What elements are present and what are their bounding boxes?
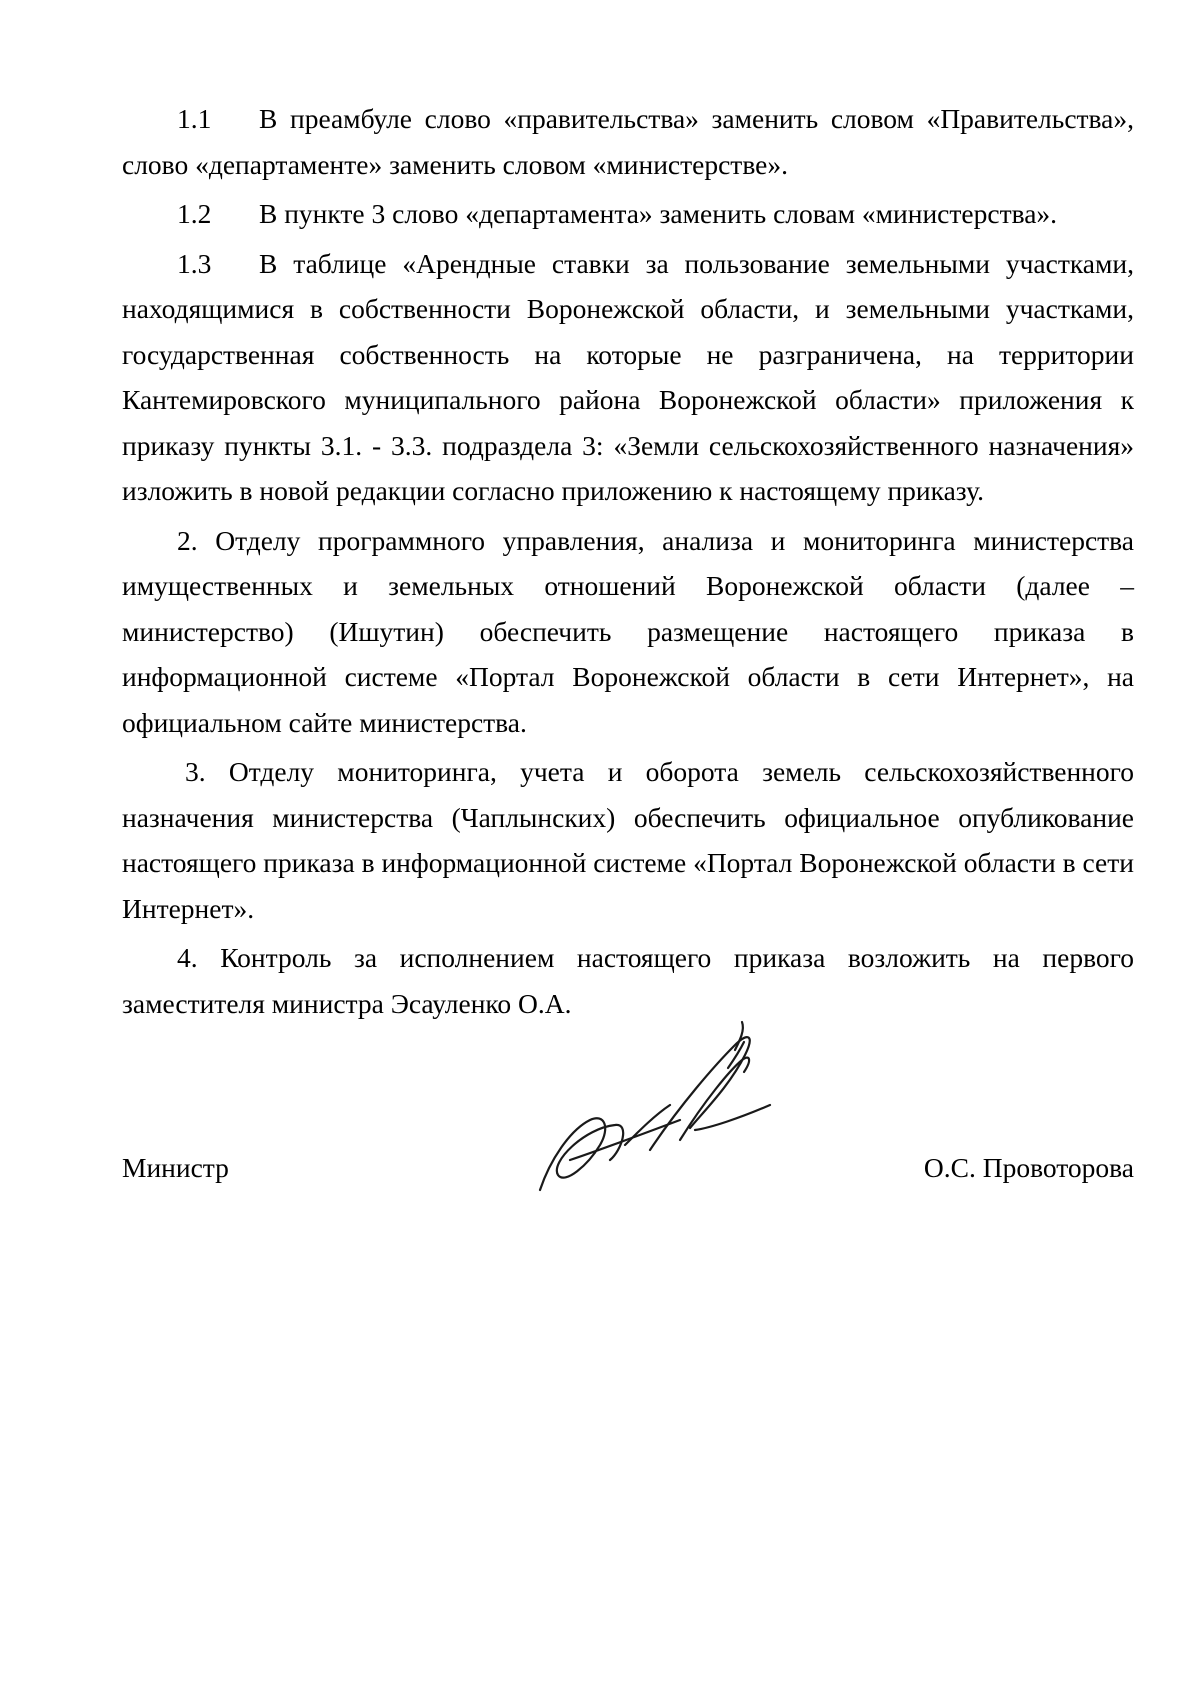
- item-number: 1.3: [177, 247, 212, 279]
- paragraph-3: 3. Отделу мониторинга, учета и оборота земель сельскохозяйственного назначения министерства (Чаплынских) обеспечить официальное опубликование настоящего приказа в информационной системе «Портал Воронежской области в сети Интернет».: [122, 756, 1134, 924]
- signature-block: [122, 1148, 1134, 1188]
- item-1-3: [122, 241, 1134, 514]
- item-text: В преамбуле слово «правительства» заменить словом «Правительства», слово «департаменте» заменить словом «министерстве».: [122, 103, 1134, 180]
- item-number: 1.1: [177, 103, 212, 134]
- item-text: В пункте 3 слово «департамента» заменить словам «министерства».: [259, 198, 1058, 229]
- item-number: 1.2: [177, 198, 212, 229]
- paragraph-2: 2. Отделу программного управления, анализа и мониторинга министерства имущественных и земельных отношений Воронежской области (далее – министерство) (Ишутин) обеспечить размещение настоящего приказа в информационной системе «Портал Воронежской области в сети Интернет», на официальном сайте министерства.: [122, 524, 1134, 738]
- item-1-1: [122, 96, 1134, 187]
- item-1-2: [122, 191, 1134, 237]
- paragraph-4: 4. Контроль за исполнением настоящего приказа возложить на первого заместителя министра Эсауленко О.А.: [122, 942, 1134, 1019]
- document-body: [122, 96, 1134, 1030]
- item-text: В таблице «Арендные ставки за пользование земельными участками, находящимися в собственности Воронежской области, и земельными участками, государственная собственность на которые не разграничена, на территории Кантемировского муниципального района Воронежской области» приложения к приказу пункты 3.1. - 3.3. подраздела 3: «Земли сельскохозяйственного назначения» изложить в новой редакции согласно приложению к настоящему приказу.: [122, 247, 1134, 506]
- signatory-position: Министр: [122, 1152, 229, 1183]
- signatory-name: О.С. Провоторова: [923, 1152, 1134, 1183]
